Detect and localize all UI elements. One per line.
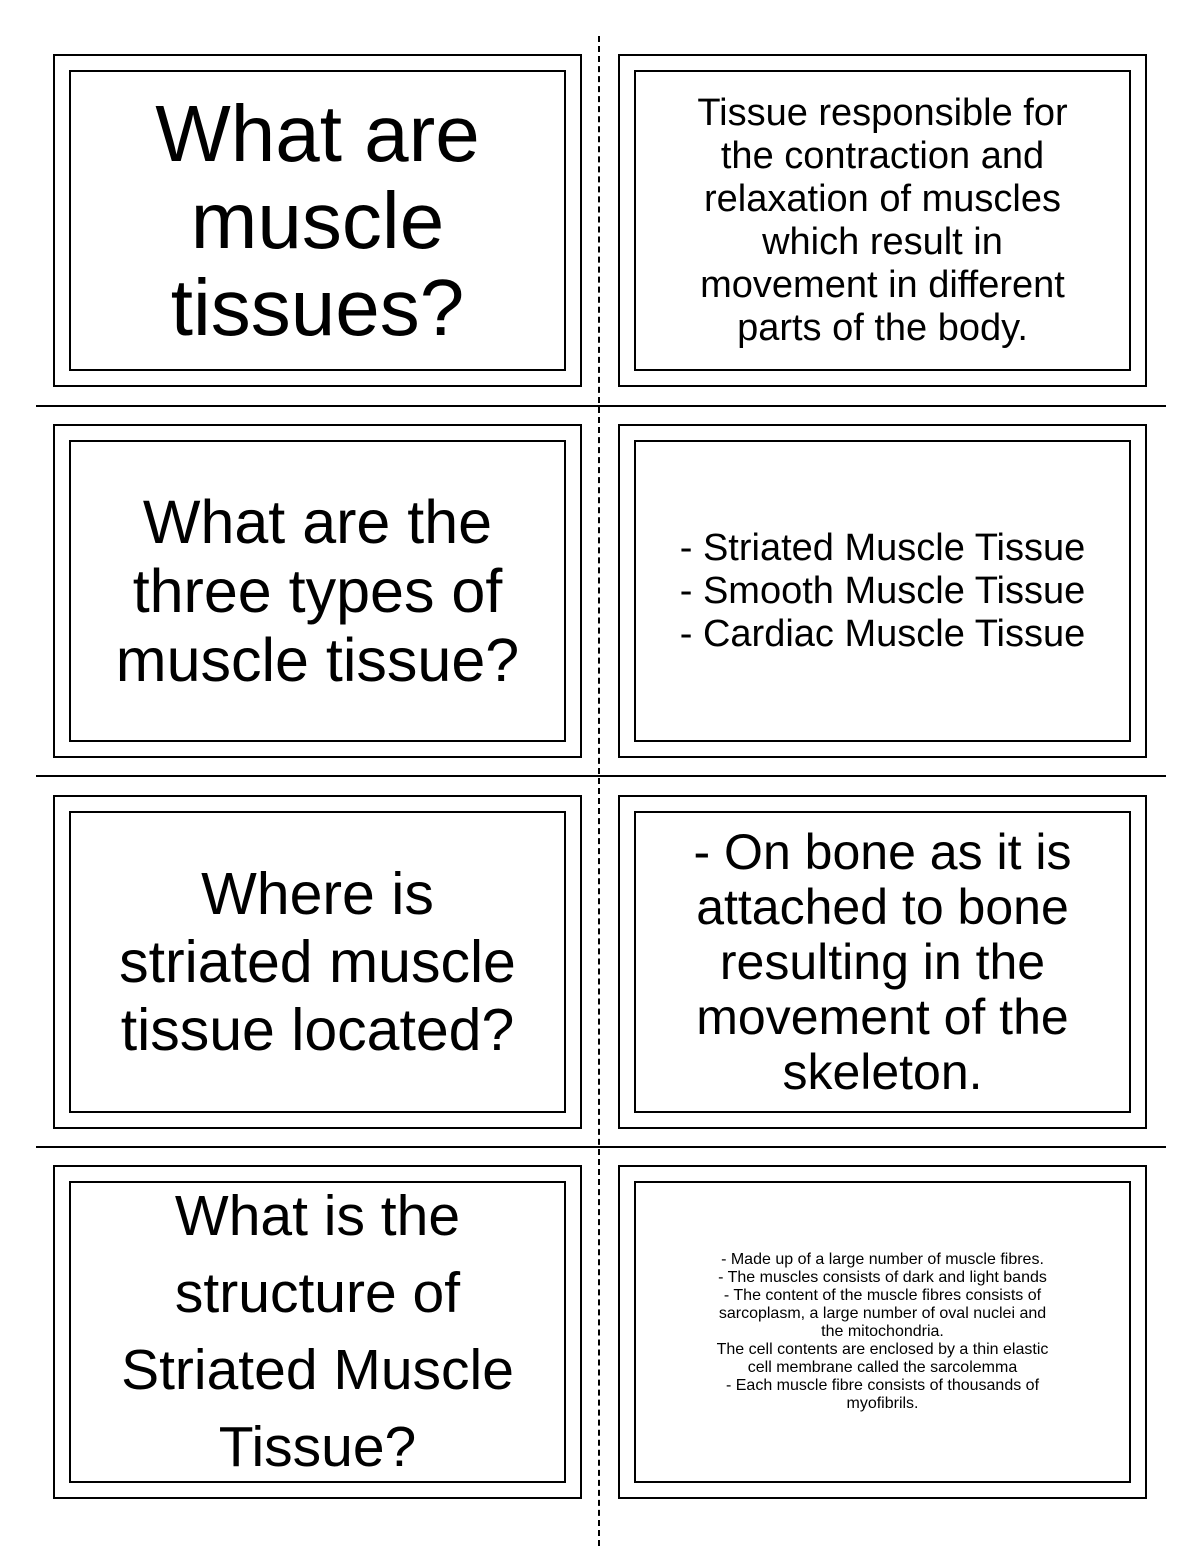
card-inner-frame (634, 811, 1131, 1113)
flashcard-question-4 (53, 1165, 582, 1499)
flashcard-question-2 (53, 424, 582, 758)
card-inner-frame (69, 811, 566, 1113)
flashcard-question-3 (53, 795, 582, 1129)
question-text: What are the three types of muscle tissue? (115, 487, 520, 694)
answer-text: - Striated Muscle Tissue - Smooth Muscle Tissue - Cardiac Muscle Tissue (679, 526, 1086, 655)
question-text: What are muscle tissues? (155, 89, 480, 352)
question-text: What is the structure of Striated Muscle Tissue? (121, 1184, 514, 1479)
flashcard-answer-3 (618, 795, 1147, 1129)
horizontal-cut-line-1 (36, 405, 1166, 407)
answer-text: - Made up of a large number of muscle fibres. - The muscles consists of dark and light bands - The content of the muscle fibres consists of sarcoplasm, a large number of oval nuclei and the mitochondria. The cell contents are enclosed by a thin elastic cell membrane called the sarcolemma - Each muscle fibre consists of thousands of myofibrils. (716, 1251, 1049, 1412)
card-inner-frame (69, 70, 566, 371)
flashcard-answer-2 (618, 424, 1147, 758)
flashcard-answer-1 (618, 54, 1147, 387)
card-inner-frame (634, 1181, 1131, 1483)
flashcard-question-1 (53, 54, 582, 387)
card-inner-frame (634, 70, 1131, 371)
vertical-cut-line (598, 36, 600, 1546)
question-text: Where is striated muscle tissue located? (119, 861, 516, 1063)
card-inner-frame (634, 440, 1131, 742)
card-inner-frame (69, 440, 566, 742)
horizontal-cut-line-2 (36, 775, 1166, 777)
card-inner-frame (69, 1181, 566, 1483)
answer-text: - On bone as it is attached to bone resulting in the movement of the skeleton. (693, 823, 1072, 1100)
horizontal-cut-line-3 (36, 1146, 1166, 1148)
flashcard-answer-4 (618, 1165, 1147, 1499)
answer-text: Tissue responsible for the contraction and relaxation of muscles which result in movement in different parts of the body. (697, 91, 1068, 349)
